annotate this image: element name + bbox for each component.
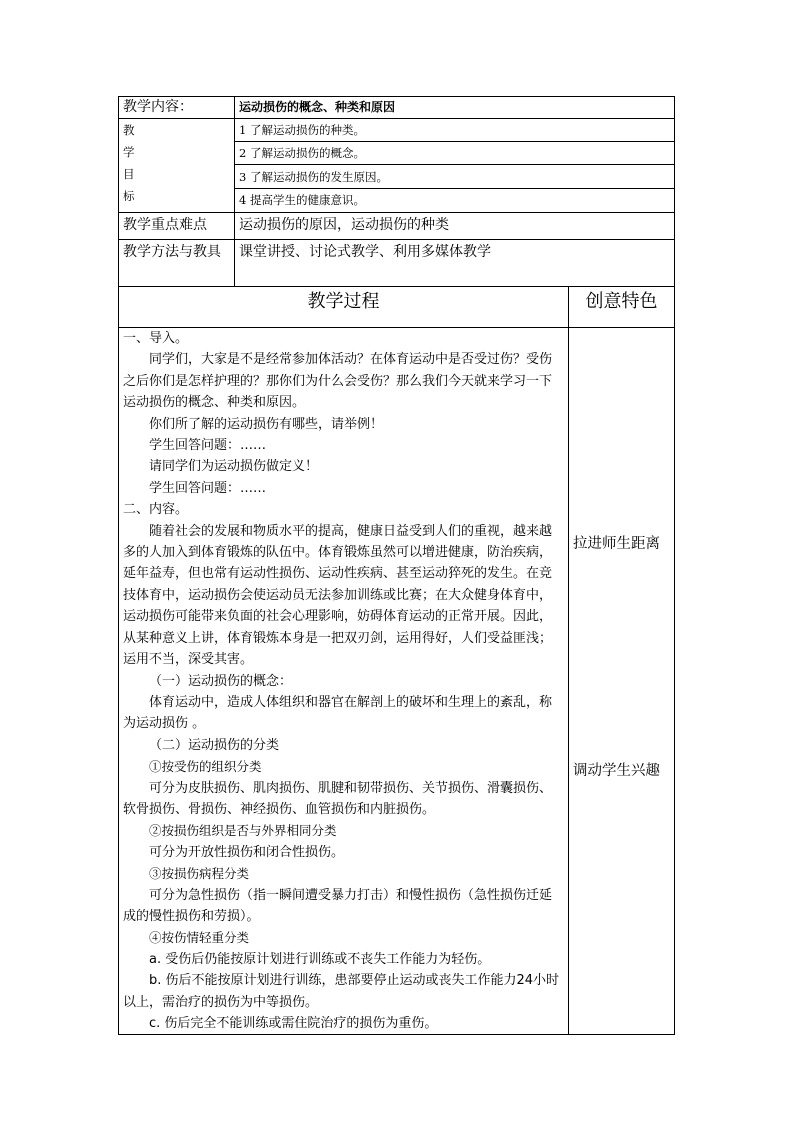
paragraph: 请同学们为运动损伤做定义！ bbox=[149, 459, 319, 475]
category-heading: ①按受伤的组织分类 bbox=[149, 759, 262, 775]
lesson-plan-sheet bbox=[118, 96, 674, 1035]
paragraph: 可分为开放性损伤和闭合性损伤。 bbox=[149, 844, 345, 860]
feature-notes bbox=[569, 328, 675, 1035]
paragraph: 你们所了解的运动损伤有哪些，请举例！ bbox=[149, 416, 384, 432]
content-row bbox=[119, 97, 675, 119]
paragraph: 随着社会的发展和物质水平的提高，健康日益受到人们的重视，越来越多的人加入到体育锻炼的队伍中。体育锻炼虽然可以增进健康，防治疾病，延年益寿，但也常有运动性损伤、运动性疾病、甚至运动猝死的发生。在竞技体育中，运动损伤会使运动员无法参加训练或比赛；在大众健身体育中，运动损伤可能带来负面的社会心理影响，妨碍体育运动的正常开展。因此，从某种意义上讲，体育锻炼本身是一把双刃剑，运用得好，人们受益匪浅；运用不当，深受其害。 bbox=[123, 523, 553, 668]
process-header-row bbox=[119, 287, 675, 328]
paragraph: 可分为急性损伤（指一瞬间遭受暴力打击）和慢性损伤（急性损伤迁延成的慢性损伤和劳损）。 bbox=[123, 887, 553, 924]
method-label: 教学方法与教具 bbox=[119, 240, 235, 287]
goal-item: 2 了解运动损伤的概念。 bbox=[235, 142, 675, 165]
key-value: 运动损伤的原因，运动损伤的种类 bbox=[235, 213, 675, 240]
category-heading: ④按伤情轻重分类 bbox=[149, 930, 250, 946]
method-row bbox=[119, 240, 675, 287]
feature-note: 拉进师生距离 bbox=[573, 536, 660, 552]
content-label: 教学内容： bbox=[119, 97, 235, 119]
goal-item: 1 了解运动损伤的种类。 bbox=[235, 119, 675, 142]
paragraph: 同学们，大家是不是经常参加体活动？在体育运动中是否受过伤？受伤之后你们是怎样护理的？那你们为什么会受伤？那么我们今天就来学习一下运动损伤的概念、种类和原因。 bbox=[123, 352, 553, 411]
paragraph: 学生回答问题：…… bbox=[149, 480, 267, 496]
goal-item: 4 提高学生的健康意识。 bbox=[235, 189, 675, 213]
process-title: 教学过程 bbox=[119, 287, 569, 328]
spacer bbox=[573, 555, 670, 761]
category-heading: ③按损伤病程分类 bbox=[149, 866, 250, 882]
goal-label-char: 教 bbox=[123, 123, 135, 137]
paragraph: b. 伤后不能按原计划进行训练，患部要停止运动或丧失工作能力24小时以上，需治疗的损伤为中等损伤。 bbox=[123, 973, 560, 1010]
paragraph: c. 伤后完全不能训练或需住院治疗的损伤为重伤。 bbox=[149, 1016, 438, 1031]
paragraph: a. 受伤后仍能按原计划进行训练或不丧失工作能力为轻伤。 bbox=[149, 951, 491, 967]
goal-label-char: 标 bbox=[123, 189, 135, 203]
process-body-row bbox=[119, 328, 675, 1035]
key-label: 教学重点难点 bbox=[119, 213, 235, 240]
subheading: （一）运动损伤的概念： bbox=[149, 673, 293, 689]
content-value: 运动损伤的概念、种类和原因 bbox=[235, 97, 675, 119]
category-heading: ②按损伤组织是否与外界相同分类 bbox=[149, 823, 337, 839]
goal-label-char: 目 bbox=[123, 167, 135, 181]
goal-label bbox=[119, 119, 235, 213]
paragraph: 体育运动中，造成人体组织和器官在解剖上的破坏和生理上的紊乱，称为运动损伤 。 bbox=[123, 694, 553, 732]
section-heading: 一、导入。 bbox=[123, 331, 189, 346]
feature-note: 调动学生兴趣 bbox=[573, 763, 660, 779]
spacer bbox=[573, 328, 670, 534]
feature-title: 创意特色 bbox=[569, 287, 675, 328]
process-content bbox=[119, 328, 569, 1035]
key-row bbox=[119, 213, 675, 240]
goal-row-1 bbox=[119, 119, 675, 142]
method-value: 课堂讲授、讨论式教学、利用多媒体教学 bbox=[235, 240, 675, 287]
paragraph: 学生回答问题：…… bbox=[149, 438, 267, 454]
section-heading: 二、内容。 bbox=[123, 502, 189, 518]
goal-label-char: 学 bbox=[123, 145, 135, 159]
subheading: （二）运动损伤的分类 bbox=[149, 737, 280, 753]
paragraph: 可分为皮肤损伤、肌肉损伤、肌腱和韧带损伤、关节损伤、滑囊损伤、软骨损伤、骨损伤、神经损伤、血管损伤和内脏损伤。 bbox=[123, 780, 553, 817]
lesson-plan-table bbox=[118, 96, 675, 1035]
goal-item: 3 了解运动损伤的发生原因。 bbox=[235, 165, 675, 189]
